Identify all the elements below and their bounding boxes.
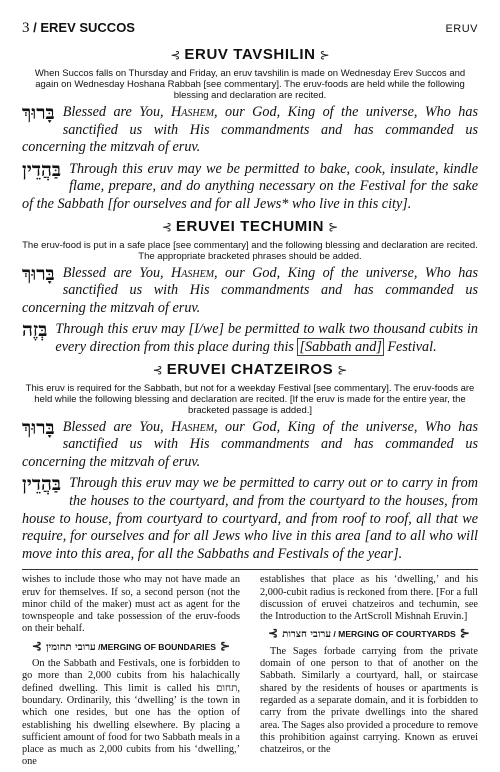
declaration-paragraph xyxy=(22,475,478,563)
section-title-text: ERUV TAVSHILIN xyxy=(184,46,316,63)
header-right: ERUV xyxy=(445,23,478,35)
running-header xyxy=(22,20,478,42)
commentary-text: On the Sabbath and Festivals, one is forbidden to go more than 2,000 cubits from his halachically defined dwelling. This limit is called his תחום, boundary. Ordinarily, this ‘dwelling’ is the town in which one resides, but one has the option of establishing his dwelling elsewhere. By placing a sufficient amount of food for two Sabbath meals in a place as much as 2,000 cubits from his ‘dwelling,’ one xyxy=(22,658,240,768)
subheading-text: / MERGING OF COURTYARDS xyxy=(331,629,456,640)
header-left xyxy=(22,20,135,37)
declaration-text: Through this eruv may we be permitted to carry out or to carry in from the houses to the courtyard, and from the courtyard to the houses, from house to house, from courtyard to courtyard, and from roof to roof, all that we require, for ourselves and for all Jews who live in this area [and to all who will move into this area, for all the Sabbaths and Festivals of the year]. xyxy=(22,475,478,562)
ornament-right-icon: ⊱ xyxy=(220,638,231,653)
instruction: The eruv-food is put in a safe place [see commentary] and the following blessing and declaration are recited. The appropriate bracketed phrases should be added. xyxy=(22,239,478,262)
commentary-text: The Sages forbade carrying from the private domain of one person to that of another on the Sabbath. Similarly a courtyard, hall, or staircase shared by the residents of houses or apartments is regarded as a separate domain, and it is forbidden to carry from the private dwellings into the shared area. The Sages also provided a procedure to remove this prohibition against carrying. Known as eruvei chatzeiros, or the xyxy=(260,645,478,756)
blessing-text-cont: , our God, King of the universe, Who has sanctified us with His commandments and has commanded us concerning the mitzvah of eruv. xyxy=(22,104,478,156)
blessing-text: Blessed are You, xyxy=(62,418,172,435)
ornament-right-icon: ⊱ xyxy=(459,626,470,641)
ornament-right-icon: ⊱ xyxy=(319,48,330,62)
blessing-paragraph xyxy=(22,262,478,318)
ornament-left-icon: ⊰ xyxy=(161,219,172,234)
instruction: When Succos falls on Thursday and Friday, an eruv tavshilin is made on Wednesday Erev Succos and again on Wednesday Hoshana Rabbah [see commentary]. The eruv-foods are held while the following blessing and declaration are recited. xyxy=(34,68,466,101)
ornament-left-icon: ⊰ xyxy=(170,48,181,62)
hebrew-dropword: בַּהֲדֵין xyxy=(22,473,62,496)
blessing-text: Blessed are You, xyxy=(62,104,172,120)
hebrew-dropword: בְּזֶה xyxy=(22,319,48,342)
instruction: This eruv is required for the Sabbath, but not for a weekday Festival [see commentary]. The eruv-foods are held while the following blessing and declaration are recited. [If the eruv is made for the entire year, the bracketed passage is added.] xyxy=(25,382,475,416)
section-title-eruv-tavshilin xyxy=(22,46,478,66)
subheading-hebrew: ערובי חצרות xyxy=(282,629,331,641)
section-title-text: ERUVEI CHATZEIROS xyxy=(166,360,334,378)
hebrew-dropword: בָּרוּךְ xyxy=(22,262,55,285)
blessing-text-cont: , our God, King of the universe, Who has sanctified us with His commandments and has commanded us concerning the mitzvah of eruv. xyxy=(22,264,478,316)
blessing-text-cont: , our God, King of the universe, Who has sanctified us with His commandments and has commanded us concerning the mitzvah of eruv. xyxy=(22,418,478,470)
ornament-right-icon: ⊱ xyxy=(328,219,339,234)
header-separator: / xyxy=(29,20,41,35)
declaration-paragraph xyxy=(22,158,478,214)
blessing-text: Blessed are You, xyxy=(62,264,172,281)
blessing-paragraph xyxy=(22,416,478,472)
hebrew-dropword: בַּהֲדֵין xyxy=(22,158,62,181)
commentary-subheading xyxy=(22,640,240,654)
ornament-left-icon: ⊰ xyxy=(152,362,163,377)
declaration-text: Through this eruv may we be permitted to bake, cook, insulate, kindle flame, prepare, and do anything necessary on the Festival for the sake of the Sabbath [for ourselves and for all Jews* who live in this city]. xyxy=(22,160,478,212)
divine-name: Hashem xyxy=(171,264,215,281)
section-title-text: ERUVEI TECHUMIN xyxy=(175,217,325,235)
hebrew-dropword: בָּרוּךְ xyxy=(22,416,55,439)
declaration-text: Through this eruv may [I/we] be permitted to walk two thousand cubits in every direction from this place during this xyxy=(55,321,478,355)
commentary-text: establishes that place as his ‘dwelling,’ and his 2,000-cubit radius is reckoned from there. [For a full discussion of eruvei chatzeiros and techumin, see the Introduction to the ArtScroll Mishnah Eruvin.] xyxy=(260,574,478,623)
subheading-text: /MERGING OF BOUNDARIES xyxy=(95,641,217,652)
commentary-right-column xyxy=(260,574,478,771)
bracketed-phrase-box: [Sabbath and] xyxy=(299,338,382,355)
commentary-subheading xyxy=(260,627,478,641)
declaration-paragraph xyxy=(22,321,478,356)
ornament-right-icon: ⊱ xyxy=(337,362,348,377)
declaration-text-cont: Festival. xyxy=(383,338,437,355)
section-title-eruvei-techumin xyxy=(22,218,478,238)
divine-name: Hashem xyxy=(171,418,215,435)
page xyxy=(22,20,478,768)
subheading-hebrew: ערובי תחומין xyxy=(45,641,96,653)
commentary-text: wishes to include those who may not have made an eruv for themselves. If so, a second person (not the minor child of the maker) must act as agent for the townspeople and take possession of the eruv-foods on their behalf. xyxy=(22,574,240,635)
blessing-paragraph xyxy=(22,104,478,157)
ornament-left-icon: ⊰ xyxy=(268,626,279,641)
page-number: 3 xyxy=(22,20,30,36)
commentary-left-column xyxy=(22,574,240,771)
hebrew-dropword: בָּרוּךְ xyxy=(22,102,55,124)
divine-name: Hashem xyxy=(171,104,215,120)
commentary xyxy=(22,574,478,771)
header-section: EREV SUCCOS xyxy=(40,20,135,35)
ornament-left-icon: ⊰ xyxy=(31,638,42,653)
section-title-eruvei-chatzeiros xyxy=(22,361,478,381)
commentary-divider xyxy=(22,569,478,570)
